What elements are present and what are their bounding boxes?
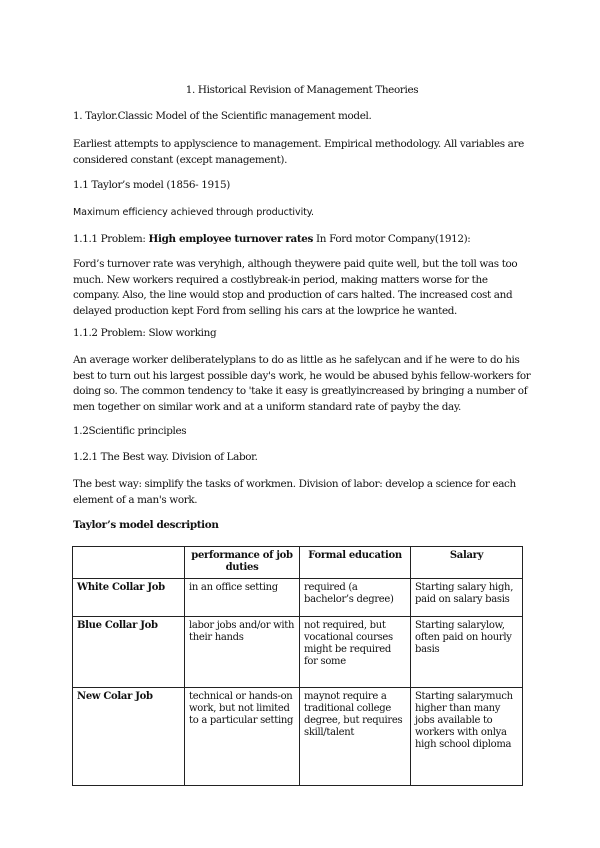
section-1-2-1-heading: 1.2.1 The Best way. Division of Labor. (73, 451, 258, 463)
problem-1-prefix: 1.1.1 Problem: (73, 233, 149, 245)
table-row (73, 617, 523, 688)
taylor-model-table (72, 546, 523, 786)
row-salary: Starting salarymuch higher than many jobs available to workers with onlya high school diploma (411, 688, 523, 786)
section-1-2-heading: 1.2Scientific principles (73, 425, 187, 437)
row-education: required (a bachelor’s degree) (300, 579, 411, 617)
row-label: Blue Collar Job (73, 617, 185, 688)
problem-1-text: Ford’s turnover rate was veryhigh, although theywere paid quite well, but the toll was too much. New workers required a costlybreak-in period, making matters worse for the company. Also, the line would stop and production of cars halted. The increased cost and delayed production kept Ford from selling his cars at the lowprice he wanted. (73, 258, 518, 317)
problem-2-heading: 1.1.2 Problem: Slow working (73, 327, 217, 339)
problem-1-bold: High employee turnover rates (148, 233, 314, 245)
table-header-empty (73, 547, 185, 579)
section-1-2-1-text: The best way: simplify the tasks of workmen. Division of labor: develop a science for each element of a man's work. (73, 478, 516, 506)
table-header-salary: Salary (411, 547, 523, 579)
section-1-1-text: Maximum efficiency achieved through productivity. (73, 207, 314, 218)
row-education: maynot require a traditional college degree, but requires skill/talent (300, 688, 411, 786)
row-label: White Collar Job (73, 579, 185, 617)
row-education: not required, but vocational courses might be required for some (300, 617, 411, 688)
row-duties: technical or hands-on work, but not limited to a particular setting (185, 688, 300, 786)
row-duties: in an office setting (185, 579, 300, 617)
row-duties: labor jobs and/or with their hands (185, 617, 300, 688)
document-title: 1. Historical Revision of Management Theories (185, 84, 419, 96)
table-header-education: Formal education (300, 547, 411, 579)
problem-1-suffix: In Ford motor Company(1912): (313, 233, 471, 245)
row-salary: Starting salarylow, often paid on hourly basis (411, 617, 523, 688)
section-1-heading: 1. Taylor.Classic Model of the Scientific management model. (73, 110, 372, 122)
table-row (73, 688, 523, 786)
problem-2-text: An average worker deliberatelyplans to do as little as he safelycan and if he were to do his best to turn out his largest possible day's work, he would be abused byhis fellow-workers for doing so. The common tendency to 'take it easy is greatlyincreased by bringing a number of men together on similar work and at a uniform standard rate of payby the day. (73, 354, 531, 413)
row-salary: Starting salary high, paid on salary basis (411, 579, 523, 617)
section-1-1-heading: 1.1 Taylor’s model (1856- 1915) (73, 179, 230, 191)
problem-1-heading (73, 232, 531, 248)
section-1-text: Earliest attempts to applyscience to management. Empirical methodology. All variables are considered constant (except management). (73, 138, 524, 166)
row-label: New Colar Job (73, 688, 185, 786)
table-header-row (73, 547, 523, 579)
table-row (73, 579, 523, 617)
table-header-duties: performance of job duties (185, 547, 300, 579)
table-title: Taylor’s model description (73, 519, 219, 531)
